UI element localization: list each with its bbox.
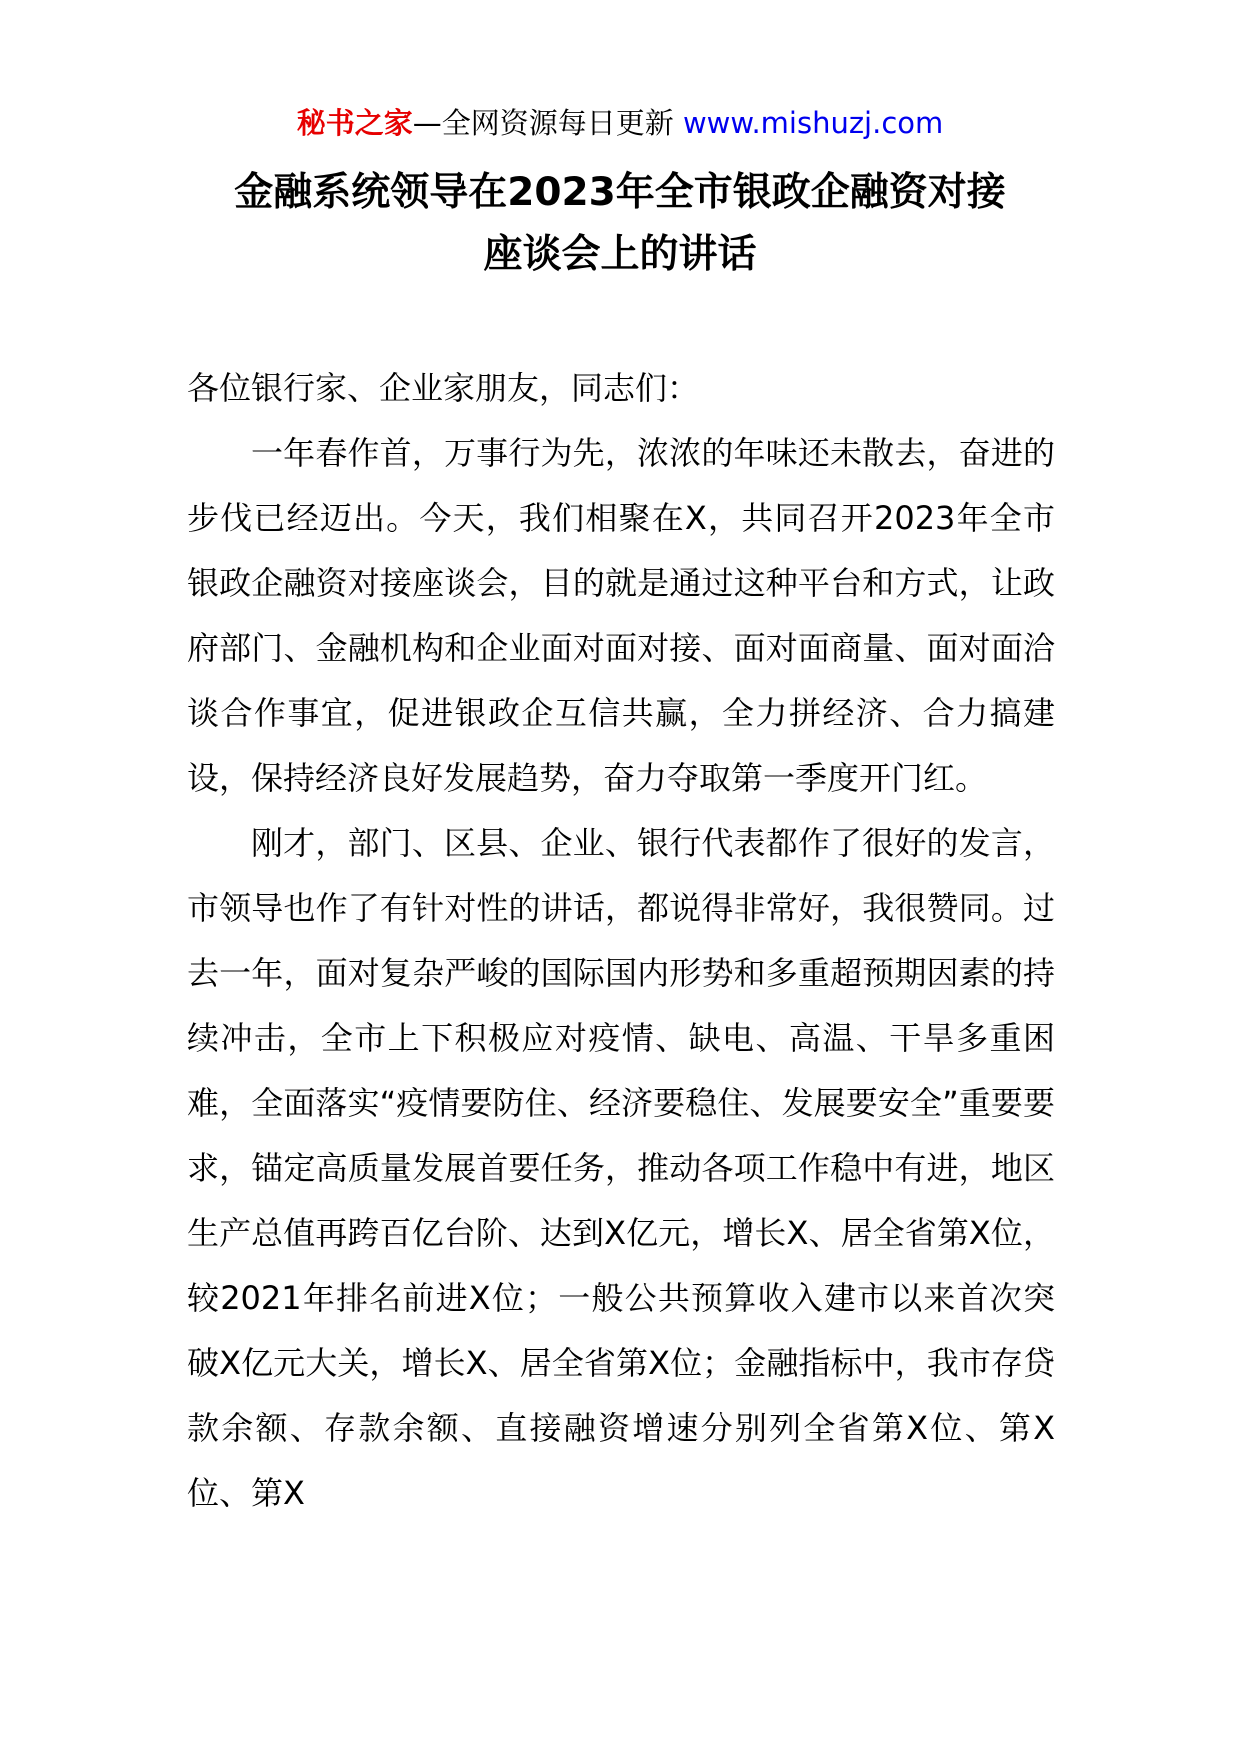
title-line-1: 金融系统领导在2023年全市银政企融资对接 [234, 170, 1006, 215]
header-tagline: —全网资源每日更新 [412, 106, 674, 140]
site-header [0, 103, 1240, 143]
salutation: 各位银行家、企业家朋友，同志们： [187, 369, 700, 407]
body-paragraph-2: 刚才，部门、区县、企业、银行代表都作了很好的发言，市领导也作了有针对性的讲话，都说得非常好，我很赞同。过去一年，面对复杂严峻的国际国内形势和多重超预期因素的持续冲击，全市上下积极应对疫情、缺电、高温、干旱多重困难，全面落实“疫情要防住、经济要稳住、发展要安全”重要要求，锚定高质量发展首要任务，推动各项工作稳中有进，地区生产总值再跨百亿台阶、达到X亿元，增长X、居全省第X位，较2021年排名前进X位；一般公共预算收入建市以来首次突破X亿元大关，增长X、居全省第X位；金融指标中，我市存贷款余额、存款余额、直接融资增速分别列全省第X位、第X位、第X [187, 824, 1055, 1512]
site-url-link[interactable]: www.mishuzj.com [682, 106, 944, 140]
document-body [187, 356, 1055, 1526]
body-paragraph-1: 一年春作首，万事行为先，浓浓的年味还未散去，奋进的步伐已经迈出。今天，我们相聚在X，共同召开2023年全市银政企融资对接座谈会，目的就是通过这种平台和方式，让政府部门、金融机构和企业面对面对接、面对面商量、面对面洽谈合作事宜，促进银政企互信共赢，全力拼经济、合力搞建设，保持经济良好发展趋势，奋力夺取第一季度开门红。 [187, 434, 1055, 797]
title-line-2: 座谈会上的讲话 [483, 232, 757, 277]
document-title [150, 162, 1090, 286]
brand-name: 秘书之家 [296, 106, 413, 140]
